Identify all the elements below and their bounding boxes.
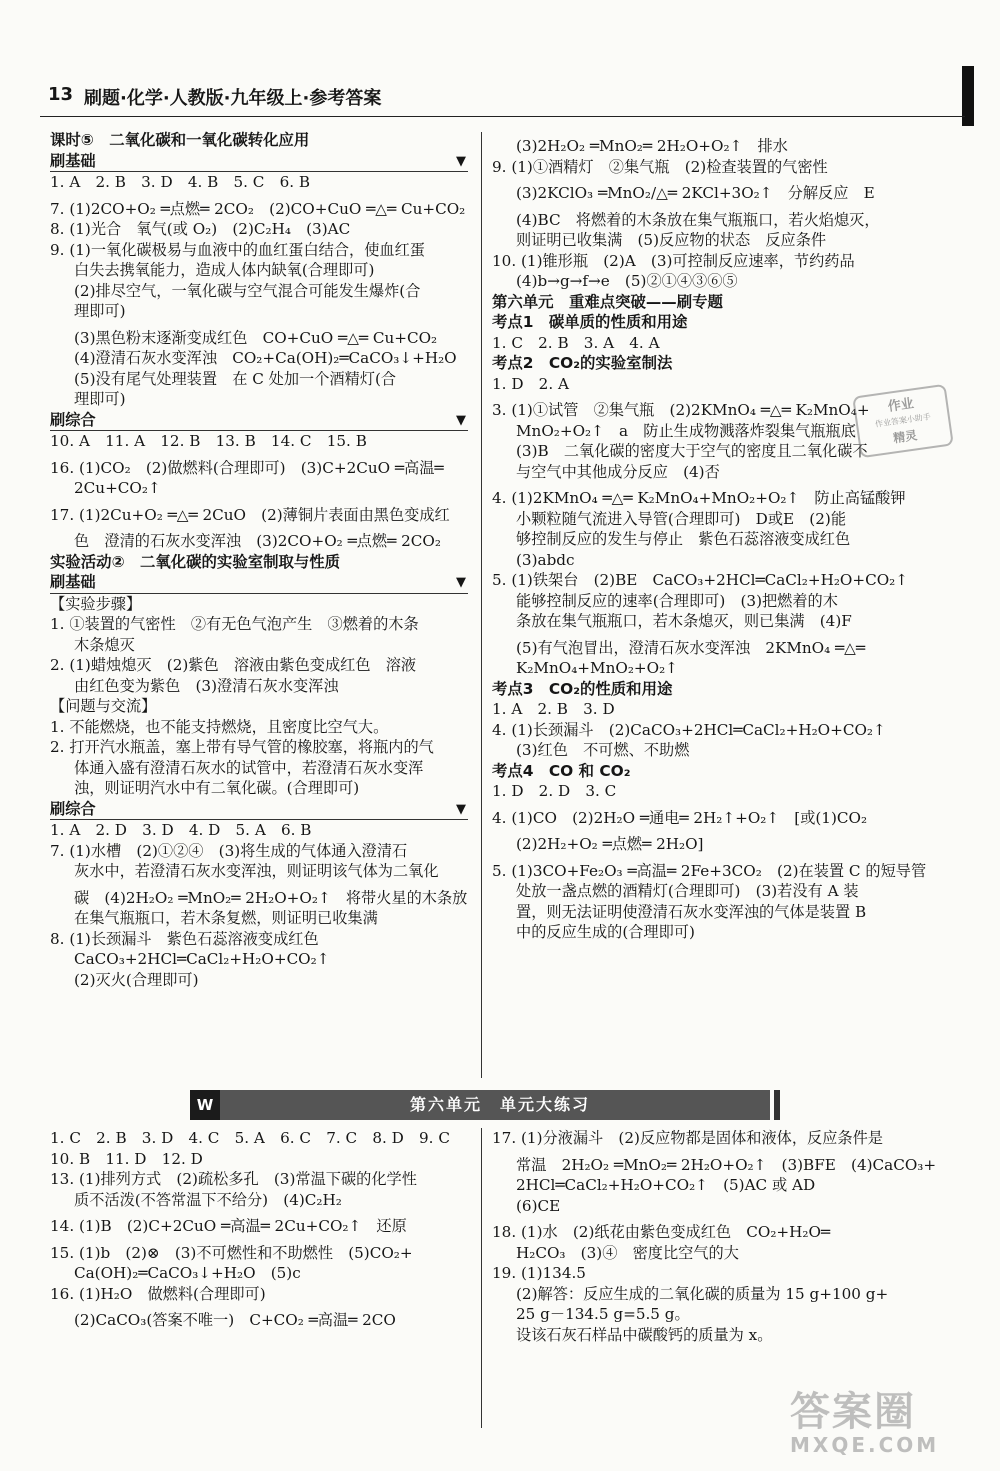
answer-line: 考点1 碳单质的性质和用途 (492, 313, 688, 331)
column-divider-bottom (481, 1128, 482, 1428)
site-logo-watermark: 答案圈 MXQE.COM (790, 1389, 940, 1457)
answer-line: 18. (1)水 (2)纸花由紫色变成红色 CO₂+H₂O═ (492, 1223, 831, 1241)
answer-line: 实验活动② 二氧化碳的实验室制取与性质 (50, 552, 341, 571)
answer-line: (2)解答：反应生成的二氧化碳的质量为 15 g+100 g+ (516, 1284, 889, 1303)
answer-line: 【实验步骤】 (50, 594, 142, 613)
triangle-down-icon: ▼ (456, 575, 466, 590)
answer-line: 刷基础 ▼ (50, 151, 468, 173)
answer-line: 13. (1)排列方式 (2)疏松多孔 (3)常温下碳的化学性 (50, 1170, 417, 1188)
answer-line: K₂MnO₄+MnO₂+O₂↑ (516, 659, 678, 677)
answer-line: 4. (1)2KMnO₄ ═△═ K₂MnO₄+MnO₂+O₂↑ 防止高锰酸钾 (492, 489, 906, 507)
answer-line: 15. (1)b (2)⊗ (3)不可燃性和不助燃性 (5)CO₂+ (50, 1243, 413, 1262)
answer-line: 白失去携氧能力，造成人体内缺氧(合理即可) (74, 261, 375, 279)
answer-line: 8. (1)光合 氧气(或 O₂) (2)C₂H₄ (3)AC (50, 220, 351, 238)
page-header (40, 82, 965, 117)
answer-line: 第六单元 重难点突破——刷专题 (492, 292, 723, 311)
answer-line: (2)排尽空气，一氧化碳与空气混合可能发生爆炸(合 (74, 281, 421, 300)
answer-line: 能够控制反应的速率(合理即可) (3)把燃着的木 (516, 591, 838, 610)
answer-line: (5)有气泡冒出，澄清石灰水变浑浊 2KMnO₄ ═△═ (516, 638, 866, 657)
answer-line: 由红色变为紫色 (3)澄清石灰水变浑浊 (74, 676, 339, 695)
answer-line: (3)abdc (516, 550, 575, 569)
answer-line: 1. C 2. B 3. D 4. C 5. A 6. C 7. C 8. D 9. C (50, 1129, 450, 1147)
answer-line: 16. (1)H₂O 做燃料(合理即可) (50, 1284, 266, 1303)
banner-end-block (774, 1090, 780, 1120)
answer-line: 灰水中，若澄清石灰水变浑浊，则证明该气体为二氧化 (74, 862, 439, 880)
answer-line: (3)B 二氧化碳的密度大于空气的密度且二氧化碳不 (516, 442, 868, 460)
answer-line: (2)CaCO₃(答案不唯一) C+CO₂ ═高温═ 2CO (74, 1311, 396, 1329)
answer-line: 19. (1)134.5 (492, 1264, 586, 1282)
answer-line: 理即可) (74, 302, 126, 320)
answer-line: 4. (1)长颈漏斗 (2)CaCO₃+2HCl═CaCl₂+H₂O+CO₂↑ (492, 720, 886, 739)
answer-line: 17. (1)分液漏斗 (2)反应物都是固体和液体，反应条件是 (492, 1129, 883, 1147)
answer-line: 考点2 CO₂的实验室制法 (492, 354, 673, 372)
answer-line: 理即可) (74, 390, 126, 408)
answer-line: 25 g－134.5 g=5.5 g。 (516, 1305, 690, 1323)
answer-line: 1. A 2. B 3. D 4. B 5. C 6. B (50, 173, 311, 191)
answer-line: 考点4 CO 和 CO₂ (492, 761, 631, 780)
answer-line: 刷基础 ▼ (50, 572, 468, 594)
answer-line: 1. D 2. D 3. C (492, 782, 617, 800)
answer-line: 课时⑤ 二氧化碳和一氧化碳转化应用 (50, 131, 310, 149)
answer-line: 9. (1)①酒精灯 ②集气瓶 (2)检查装置的气密性 (492, 157, 828, 176)
answer-line: MnO₂+O₂↑ a 防止生成物溅落炸裂集气瓶瓶底 (516, 421, 856, 440)
answer-line: 1. ①装置的气密性 ②有无色气泡产生 ③燃着的木条 (50, 615, 419, 633)
answer-line: 17. (1)2Cu+O₂ ═△═ 2CuO (2)薄铜片表面由黑色变成红 (50, 505, 450, 524)
answer-line: H₂CO₃ (3)④ 密度比空气的大 (516, 1243, 739, 1262)
triangle-down-icon: ▼ (456, 153, 466, 169)
answer-line: (6)CE (516, 1196, 561, 1215)
answer-line: 2HCl═CaCl₂+H₂O+CO₂↑ (5)AC 或 AD (516, 1176, 816, 1194)
unit-practice-banner (190, 1090, 770, 1120)
answer-line: 10. A 11. A 12. B 13. B 14. C 15. B (50, 432, 367, 450)
answer-line: 3. (1)①试管 ②集气瓶 (2)2KMnO₄ ═△═ K₂MnO₄+ (492, 401, 870, 419)
answer-line: 1. 不能燃烧，也不能支持燃烧，且密度比空气大。 (50, 717, 389, 736)
answer-line: 小颗粒随气流进入导管(合理即可) D或E (2)能 (516, 509, 847, 528)
answer-line: 刷综合 ▼ (50, 410, 468, 432)
answer-line: 木条熄灭 (74, 635, 135, 654)
answer-line: 1. A 2. D 3. D 4. D 5. A 6. B (50, 821, 312, 839)
answer-line: 处放一盏点燃的酒精灯(合理即可) (3)若没有 A 装 (516, 882, 859, 900)
answer-line: 与空气中其他成分反应 (4)否 (516, 462, 720, 481)
answer-line: 10. B 11. D 12. D (50, 1149, 203, 1168)
answer-line: 5. (1)铁架台 (2)BE CaCO₃+2HCl═CaCl₂+H₂O+CO₂↑ (492, 571, 908, 589)
triangle-down-icon: ▼ (456, 801, 466, 817)
unit-practice-left-column (50, 1128, 468, 1428)
answer-line: (4)BC 将燃着的木条放在集气瓶瓶口，若火焰熄灭， (516, 210, 880, 229)
answer-line: 8. (1)长颈漏斗 紫色石蕊溶液变成红色 (50, 929, 319, 948)
answer-line: (4)澄清石灰水变浑浊 CO₂+Ca(OH)₂═CaCO₃↓+H₂O (74, 349, 457, 367)
answer-line: (2)2H₂+O₂ ═点燃═ 2H₂O] (516, 835, 704, 853)
answer-line: 1. D 2. A (492, 374, 569, 393)
homework-stamp: 作业 作业答案小助手 精灵 (852, 384, 954, 458)
answer-line: (3)红色 不可燃、不助燃 (516, 741, 690, 759)
answer-line: 9. (1)一氧化碳极易与血液中的血红蛋白结合，使血红蛋 (50, 240, 425, 259)
answer-line: 14. (1)B (2)C+2CuO ═高温═ 2Cu+CO₂↑ 还原 (50, 1217, 407, 1235)
page-number: 13 (48, 84, 74, 105)
answer-line: 够控制反应的发生与停止 紫色石蕊溶液变成红色 (516, 530, 851, 548)
answer-line: 置，则无法证明使澄清石灰水变浑浊的气体是装置 B (516, 902, 867, 921)
answers-right-column (492, 130, 952, 1070)
answer-line: 【问题与交流】 (50, 697, 157, 715)
answer-line: 5. (1)3CO+Fe₂O₃ ═高温═ 2Fe+3CO₂ (2)在装置 C 的短导管 (492, 861, 927, 880)
answer-line: CaCO₃+2HCl═CaCl₂+H₂O+CO₂↑ (74, 950, 330, 968)
answer-line: 色 澄清的石灰水变浑浊 (3)2CO+O₂ ═点燃═ 2CO₂ (74, 532, 441, 550)
answer-line: (3)2KClO₃ ═MnO₂/△═ 2KCl+3O₂↑ 分解反应 E (516, 184, 875, 202)
answers-left-column (50, 130, 468, 1070)
answer-line: 则证明已收集满 (5)反应物的状态 反应条件 (516, 231, 827, 249)
unit-practice-right-column (492, 1128, 952, 1344)
answer-line: 16. (1)CO₂ (2)做燃料(合理即可) (3)C+2CuO ═高温═ (50, 458, 444, 477)
answer-line: 考点3 CO₂的性质和用途 (492, 679, 673, 698)
answer-line: (5)没有尾气处理装置 在 C 处加一个酒精灯(合 (74, 369, 397, 388)
answer-line: 1. C 2. B 3. A 4. A (492, 333, 660, 352)
answer-line: 刷综合 ▼ (50, 799, 468, 821)
unit-badge-icon: W (190, 1090, 220, 1120)
page-title: 刷题·化学·人教版·九年级上·参考答案 (84, 88, 382, 109)
answer-line: (2)灭火(合理即可) (74, 970, 199, 989)
answer-line: 7. (1)2CO+O₂ ═点燃═ 2CO₂ (2)CO+CuO ═△═ Cu+CO₂ (50, 199, 466, 218)
triangle-down-icon: ▼ (456, 412, 466, 428)
answer-line: 体通入盛有澄清石灰水的试管中，若澄清石灰水变浑 (74, 758, 424, 777)
answer-line: (3)2H₂O₂ ═MnO₂═ 2H₂O+O₂↑ 排水 (516, 137, 788, 155)
answer-line: 浊，则证明汽水中有二氧化碳。(合理即可) (74, 779, 360, 797)
column-divider (481, 132, 482, 1078)
answer-line: 1. A 2. B 3. D (492, 700, 615, 718)
answer-line: 中的反应生成的(合理即可) (516, 923, 695, 941)
answer-line: 2. (1)蜡烛熄灭 (2)紫色 溶液由紫色变成红色 溶液 (50, 656, 417, 674)
answer-line: 碳 (4)2H₂O₂ ═MnO₂═ 2H₂O+O₂↑ 将带火星的木条放 (74, 888, 468, 907)
answer-line: (3)黑色粉末逐渐变成红色 CO+CuO ═△═ Cu+CO₂ (74, 328, 438, 347)
answer-line: 条放在集气瓶瓶口，若木条熄灭，则已集满 (4)F (516, 612, 852, 630)
banner-title: 第六单元 单元大练习 (409, 1095, 590, 1114)
answer-line: 7. (1)水槽 (2)①②④ (3)将生成的气体通入澄清石 (50, 841, 408, 860)
answer-line: 在集气瓶瓶口，若木条复燃，则证明已收集满 (74, 909, 378, 927)
answer-line: (4)b→g→f→e (5)②①④③⑥⑤ (516, 272, 738, 290)
answer-line: Ca(OH)₂═CaCO₃↓+H₂O (5)c (74, 1264, 301, 1282)
answer-line: 常温 2H₂O₂ ═MnO₂═ 2H₂O+O₂↑ (3)BFE (4)CaCO₃+ (516, 1155, 937, 1174)
answer-line: 设该石灰石样品中碳酸钙的质量为 x。 (516, 1325, 773, 1344)
answer-line: 2. 打开汽水瓶盖，塞上带有导气管的橡胶塞，将瓶内的气 (50, 738, 434, 756)
answer-line: 2Cu+CO₂↑ (74, 479, 161, 497)
answer-line: 4. (1)CO (2)2H₂O ═通电═ 2H₂↑+O₂↑ [或(1)CO₂ (492, 808, 868, 827)
answer-line: 质不活泼(不答常温下不给分) (4)C₂H₂ (74, 1190, 342, 1209)
answer-line: 10. (1)锥形瓶 (2)A (3)可控制反应速率，节约药品 (492, 251, 855, 270)
